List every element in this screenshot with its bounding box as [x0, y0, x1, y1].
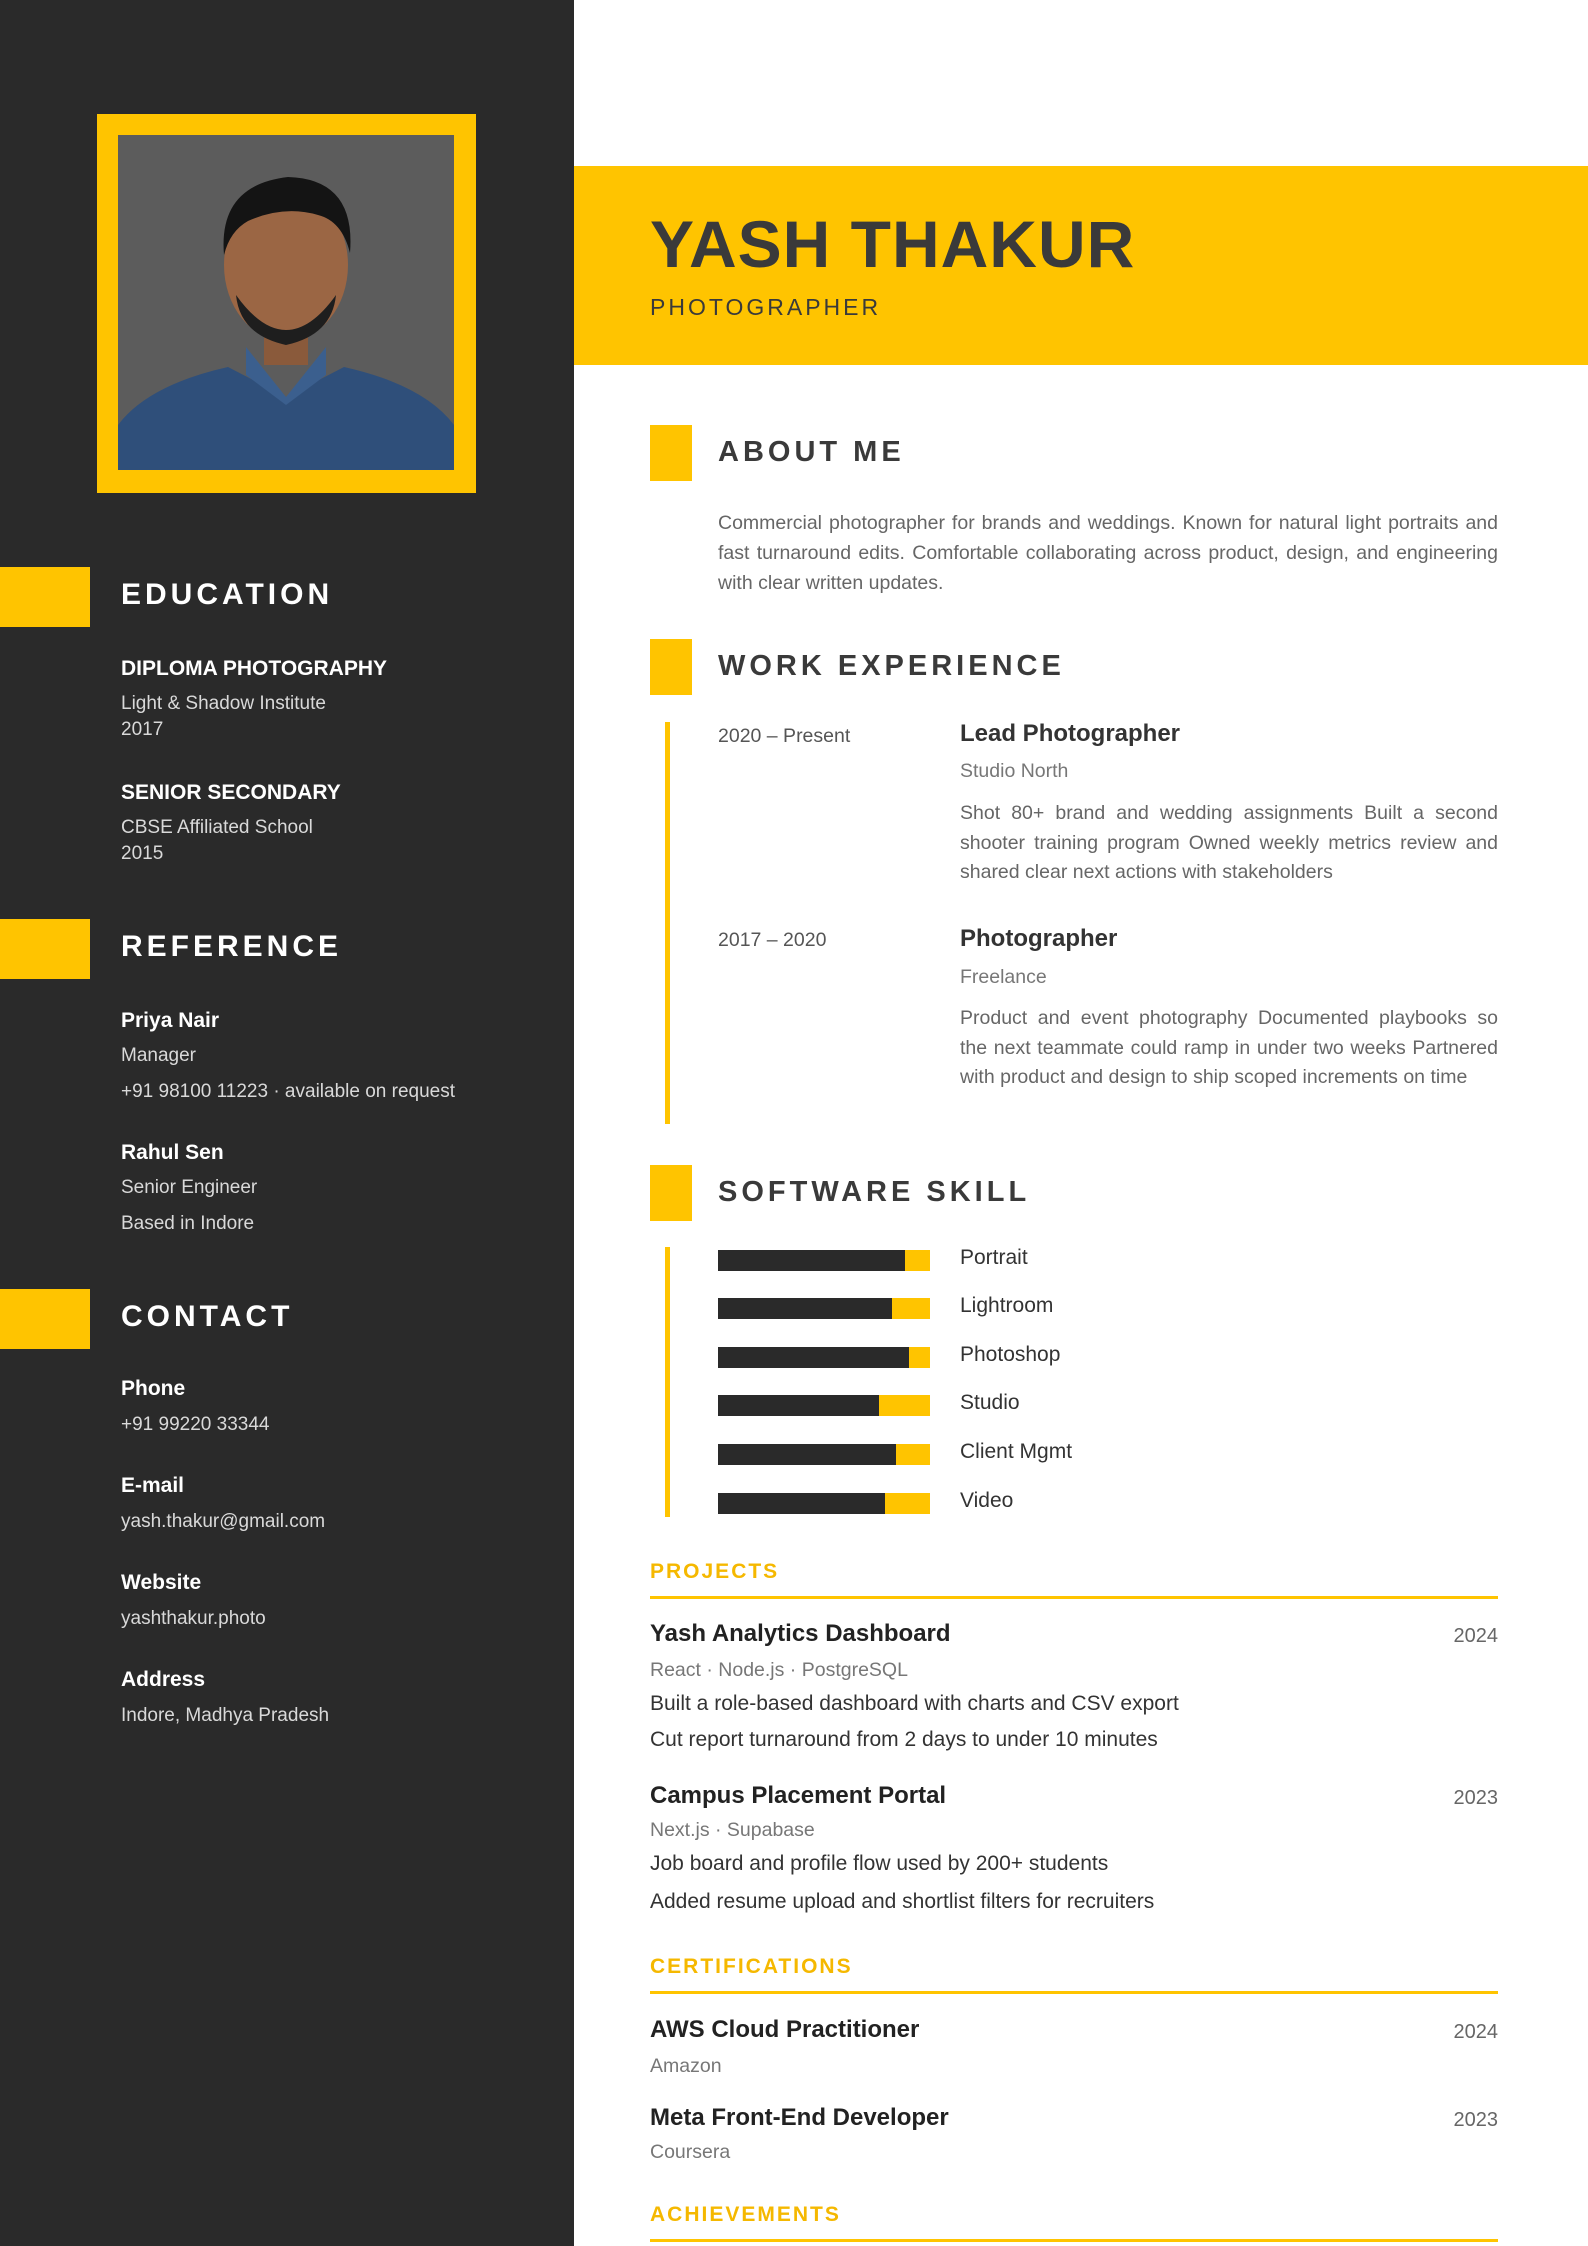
contact-address-value: Indore, Madhya Pradesh: [121, 1705, 330, 1726]
person-name: YASH THAKUR: [650, 207, 1136, 281]
certification-issuer: Amazon: [650, 2055, 722, 2077]
skill-label: Client Mgmt: [960, 1440, 1073, 1463]
education-school: CBSE Affiliated School: [121, 817, 313, 838]
section-marker: [650, 639, 692, 695]
certification-year: 2023: [1453, 2109, 1498, 2131]
project-stack: Next.js · Supabase: [650, 1819, 815, 1841]
project-year: 2024: [1453, 1625, 1498, 1647]
section-marker: [0, 1289, 90, 1349]
about-text: Commercial photographer for brands and weddings. Known for natural light portraits and fast turnaround edits. Comfortable collaborating across product, design, and engineering with clear written updates.: [718, 512, 1498, 594]
education-year: 2015: [121, 843, 164, 864]
contact-website-label: Website: [121, 1571, 202, 1594]
skill-bar: [718, 1347, 930, 1368]
skill-bar: [718, 1298, 930, 1319]
timeline-line: [665, 722, 670, 1124]
contact-email-value[interactable]: yash.thakur@gmail.com: [121, 1511, 326, 1532]
certification-title: AWS Cloud Practitioner: [650, 2016, 920, 2043]
skill-bar: [718, 1250, 930, 1271]
skills-heading: SOFTWARE SKILL: [718, 1176, 1031, 1208]
reference-contact: +91 98100 11223 · available on request: [121, 1081, 455, 1102]
certification-title: Meta Front-End Developer: [650, 2104, 949, 2131]
name-header: [574, 166, 1588, 365]
contact-phone-value: +91 99220 33344: [121, 1414, 270, 1435]
section-marker: [650, 1165, 692, 1221]
skill-bar-fill: [718, 1444, 896, 1465]
person-portrait-icon: [118, 135, 454, 470]
skill-label: Portrait: [960, 1246, 1028, 1269]
project-detail: Added resume upload and shortlist filters for recruiters: [650, 1890, 1155, 1913]
contact-email-label: E-mail: [121, 1474, 185, 1497]
skill-label: Video: [960, 1489, 1014, 1512]
reference-name: Priya Nair: [121, 1009, 220, 1032]
skill-bar: [718, 1395, 930, 1416]
project-detail: Built a role-based dashboard with charts and CSV export: [650, 1692, 1179, 1715]
education-heading: EDUCATION: [121, 578, 334, 611]
job-dates: 2017 – 2020: [718, 929, 827, 951]
section-marker: [650, 425, 692, 481]
timeline-line: [665, 1247, 670, 1517]
education-school: Light & Shadow Institute: [121, 693, 326, 714]
section-divider: [650, 2239, 1498, 2242]
project-detail: Cut report turnaround from 2 days to under 10 minutes: [650, 1728, 1158, 1751]
education-title: DIPLOMA PHOTOGRAPHY: [121, 657, 388, 680]
project-title: Campus Placement Portal: [650, 1782, 947, 1809]
certification-issuer: Coursera: [650, 2141, 731, 2163]
section-marker: [0, 919, 90, 979]
skill-bar-fill: [718, 1493, 885, 1514]
skill-bar-fill: [718, 1298, 892, 1319]
project-title: Yash Analytics Dashboard: [650, 1620, 951, 1647]
contact-heading: CONTACT: [121, 1300, 294, 1333]
sidebar: [0, 0, 574, 2246]
skill-bar: [718, 1444, 930, 1465]
achievements-heading: ACHIEVEMENTS: [650, 2203, 841, 2226]
job-title: Lead Photographer: [960, 720, 1181, 747]
skill-bar-fill: [718, 1395, 879, 1416]
skill-bar-fill: [718, 1347, 909, 1368]
skill-label: Photoshop: [960, 1343, 1061, 1366]
section-divider: [650, 1991, 1498, 1994]
job-company: Freelance: [960, 966, 1047, 988]
skill-label: Studio: [960, 1391, 1020, 1414]
reference-role: Senior Engineer: [121, 1177, 258, 1198]
project-year: 2023: [1453, 1787, 1498, 1809]
job-description: Shot 80+ brand and wedding assignments Built a second shooter training program Owned weekly metrics review and shared clear next actions with stakeholders: [960, 802, 1498, 883]
work-heading: WORK EXPERIENCE: [718, 650, 1065, 682]
certification-year: 2024: [1453, 2021, 1498, 2043]
reference-heading: REFERENCE: [121, 930, 343, 963]
contact-website-value[interactable]: yashthakur.photo: [121, 1608, 266, 1629]
section-marker: [0, 567, 90, 627]
job-title: Photographer: [960, 925, 1118, 952]
profile-photo-frame: [97, 114, 476, 493]
job-dates: 2020 – Present: [718, 725, 851, 747]
about-heading: ABOUT ME: [718, 436, 905, 468]
skill-label: Lightroom: [960, 1294, 1054, 1317]
person-role: PHOTOGRAPHER: [650, 294, 882, 320]
certifications-heading: CERTIFICATIONS: [650, 1955, 853, 1978]
contact-address-label: Address: [121, 1668, 206, 1691]
project-detail: Job board and profile flow used by 200+ students: [650, 1852, 1109, 1875]
reference-role: Manager: [121, 1045, 196, 1066]
contact-phone-label: Phone: [121, 1377, 186, 1400]
job-company: Studio North: [960, 760, 1069, 782]
section-divider: [650, 1596, 1498, 1599]
projects-heading: PROJECTS: [650, 1560, 780, 1583]
project-stack: React · Node.js · PostgreSQL: [650, 1659, 908, 1681]
reference-contact: Based in Indore: [121, 1213, 255, 1234]
education-year: 2017: [121, 719, 164, 740]
skill-bar-fill: [718, 1250, 905, 1271]
job-description: Product and event photography Documented playbooks so the next teammate could ramp in under two weeks Partnered with product and design to ship scoped increments on time: [960, 1007, 1498, 1088]
reference-name: Rahul Sen: [121, 1141, 224, 1164]
education-title: SENIOR SECONDARY: [121, 781, 341, 804]
skill-bar: [718, 1493, 930, 1514]
profile-photo: [118, 135, 454, 470]
